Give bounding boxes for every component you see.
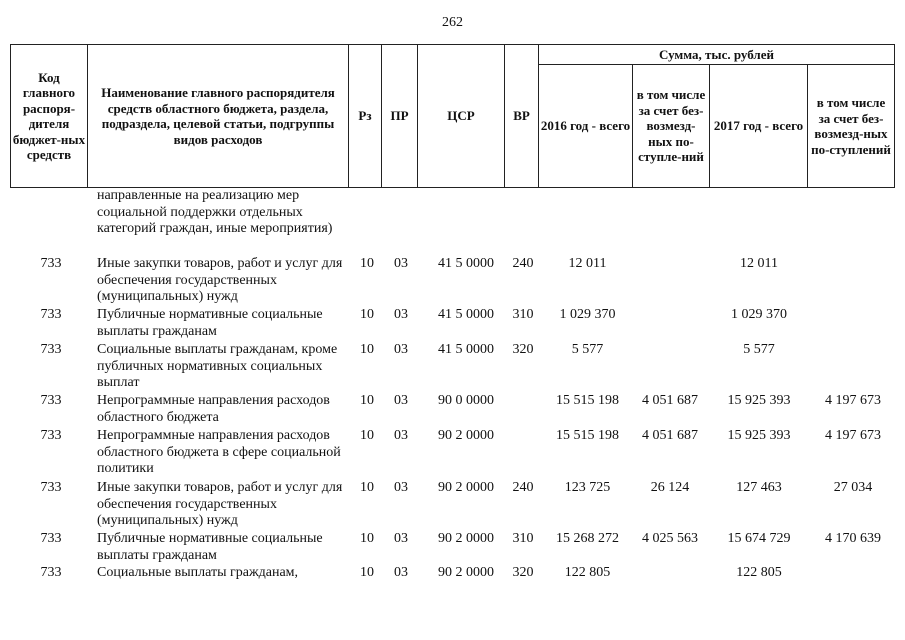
header-sum-group-text: Сумма, тыс. рублей: [659, 46, 774, 62]
header-rz-text: Рз: [358, 108, 372, 124]
row-code: 733: [40, 480, 62, 495]
row-pr: 03: [394, 393, 408, 408]
row-vr: 320: [512, 565, 534, 580]
row-2016-total: 5 577: [571, 342, 604, 357]
row-code: 733: [40, 307, 62, 322]
row-rz: 10: [360, 531, 374, 546]
row-2016-total: 122 805: [564, 565, 611, 580]
row-2016-total: 12 011: [568, 256, 607, 271]
page-number: 262: [442, 15, 463, 30]
row-2017-free: 27 034: [833, 480, 873, 495]
row-code: 733: [40, 428, 62, 443]
header-code: [10, 44, 88, 188]
row-2016-total: 1 029 370: [559, 307, 616, 322]
row-csr: 41 5 0000: [438, 256, 494, 271]
row-2016-free: 4 051 687: [642, 393, 698, 408]
row-name: Иные закупки товаров, работ и услуг для обеспечения государственных (муниципальных) нужд: [97, 256, 343, 304]
header-2017-total: [709, 64, 808, 188]
row-vr: 320: [512, 342, 534, 357]
row-2017-total: 127 463: [736, 480, 782, 495]
row-pr: 03: [394, 531, 408, 546]
header-2016-free-text: в том числе за счет без-возмезд-ных по-ступле-ний: [636, 87, 706, 165]
header-rz: [348, 44, 382, 188]
row-2017-total: 5 577: [743, 342, 775, 357]
row-rz: 10: [360, 256, 374, 271]
row-2016-free: 26 124: [650, 480, 690, 495]
row-vr: 310: [512, 307, 534, 322]
row-name: направленные на реализацию мер социальной поддержки отдельных категорий граждан, иные мероприятия): [97, 188, 333, 236]
row-csr: 41 5 0000: [438, 307, 494, 322]
row-code: 733: [40, 565, 62, 580]
row-name: Публичные нормативные социальные выплаты гражданам: [97, 531, 323, 563]
row-rz: 10: [360, 480, 374, 495]
row-pr: 03: [394, 565, 408, 580]
row-2016-total: 15 515 198: [556, 393, 619, 408]
row-csr: 90 2 0000: [438, 531, 494, 546]
row-2017-total: 1 029 370: [731, 307, 787, 322]
header-csr-text: ЦСР: [447, 108, 475, 124]
row-pr: 03: [394, 307, 408, 322]
row-name: Социальные выплаты гражданам,: [97, 565, 299, 580]
row-rz: 10: [360, 342, 374, 357]
row-name: Непрограммные направления расходов областного бюджета в сфере социальной политики: [97, 428, 341, 476]
row-pr: 03: [394, 428, 408, 443]
header-name-text: Наименование главного распорядителя средств областного бюджета, раздела, подраздела, целевой статьи, подгруппы видов расходов: [101, 85, 335, 147]
header-name: [87, 44, 349, 188]
row-2016-total: 123 725: [564, 480, 611, 495]
row-code: 733: [40, 342, 62, 357]
row-code: 733: [40, 256, 62, 271]
row-name: Иные закупки товаров, работ и услуг для обеспечения государственных (муниципальных) нужд: [97, 480, 343, 528]
row-vr: 310: [512, 531, 534, 546]
row-code: 733: [40, 531, 62, 546]
row-2016-free: 4 051 687: [642, 428, 698, 443]
row-name: Непрограммные направления расходов областного бюджета: [97, 393, 330, 425]
header-2016-total-text: 2016 год - всего: [540, 118, 631, 134]
row-rz: 10: [360, 393, 374, 408]
row-code: 733: [40, 393, 62, 408]
row-csr: 90 0 0000: [438, 393, 494, 408]
row-pr: 03: [394, 256, 408, 271]
header-2017-total-text: 2017 год - всего: [713, 118, 804, 134]
row-rz: 10: [360, 428, 374, 443]
row-rz: 10: [360, 307, 374, 322]
row-2016-total: 15 268 272: [556, 531, 619, 546]
row-2017-total: 15 674 729: [727, 531, 791, 546]
header-sum-group: [538, 44, 895, 65]
header-2016-free: [632, 64, 710, 188]
row-2017-total: 15 925 393: [727, 428, 791, 443]
header-2017-free-text: в том числе за счет без-возмезд-ных по-ступлений: [811, 95, 891, 157]
row-2017-total: 122 805: [736, 565, 782, 580]
row-rz: 10: [360, 565, 374, 580]
row-2016-total: 15 515 198: [556, 428, 619, 443]
header-pr: [381, 44, 418, 188]
row-vr: 240: [512, 256, 534, 271]
row-csr: 41 5 0000: [438, 342, 494, 357]
header-2017-free: [807, 64, 895, 188]
row-2017-free: 4 197 673: [825, 393, 881, 408]
header-pr-text: ПР: [390, 108, 409, 124]
header-vr: [504, 44, 539, 188]
row-csr: 90 2 0000: [438, 565, 494, 580]
row-2017-free: 4 197 673: [825, 428, 881, 443]
row-vr: 240: [512, 480, 534, 495]
row-2016-free: 4 025 563: [642, 531, 698, 546]
row-name: Публичные нормативные социальные выплаты гражданам: [97, 307, 323, 339]
row-2017-free: 4 170 639: [825, 531, 881, 546]
row-name: Социальные выплаты гражданам, кроме публичных нормативных социальных выплат: [97, 342, 338, 390]
header-vr-text: ВР: [513, 108, 530, 124]
header-code-text: Код главного распоря-дителя бюджет-ных средств: [12, 69, 86, 162]
row-pr: 03: [394, 480, 408, 495]
header-2016-total: [538, 64, 633, 188]
row-csr: 90 2 0000: [438, 428, 494, 443]
row-2017-total: 12 011: [740, 256, 778, 271]
header-csr: [417, 44, 505, 188]
row-2017-total: 15 925 393: [727, 393, 791, 408]
row-csr: 90 2 0000: [438, 480, 494, 495]
row-pr: 03: [394, 342, 408, 357]
